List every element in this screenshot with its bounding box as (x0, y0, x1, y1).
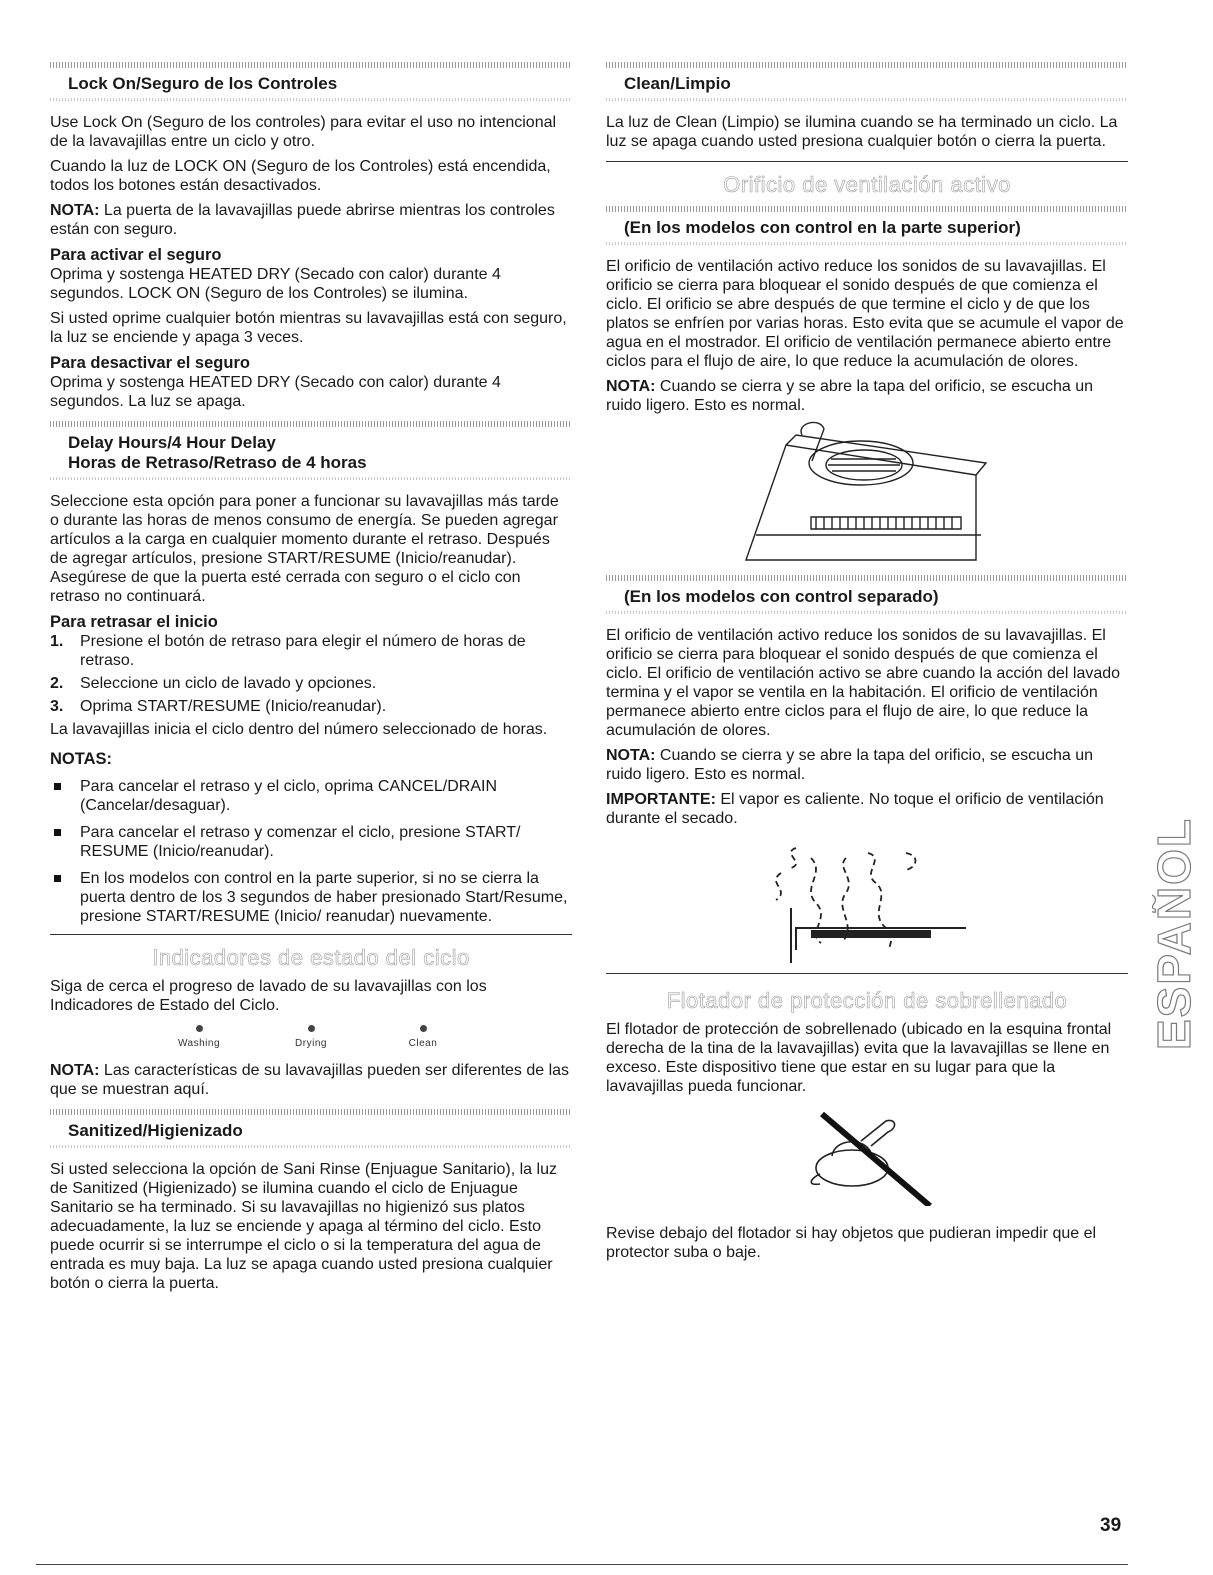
step-number: 2. (50, 675, 64, 692)
deactivate-lock-heading: Para desactivar el seguro (50, 354, 250, 372)
lock-heading: Lock On/Seguro de los Controles (68, 74, 338, 93)
section-divider (50, 477, 572, 480)
indicator-label: Drying (295, 1038, 327, 1049)
page-number: 39 (1100, 1515, 1122, 1536)
section-divider (50, 98, 572, 101)
vent-title: Orificio de ventilación activo (723, 172, 1011, 197)
side-tab-graphic (1152, 800, 1204, 1062)
note-label: NOTA: (606, 747, 656, 764)
status-indicator-drying (255, 1025, 367, 1049)
bullet-text: En los modelos con control en la parte superior, si no se cierra la puerta dentro de los 3 segundos de haber presionado Start/Resume, presione START/RESUME (Inicio/ reanudar) nuevamente. (80, 870, 568, 925)
bullet-icon (54, 829, 61, 836)
note-label: NOTA: (50, 202, 100, 219)
indicator-light-icon (196, 1025, 203, 1032)
right-column (606, 62, 1128, 1262)
section-rule (50, 934, 572, 935)
delay-paragraph: Seleccione esta opción para poner a funcionar su lavavajillas más tarde o durante las horas de menos consumo de energía. Se pueden agregar artículos a la carga en cualquier momento durante el retraso. Después de agregar artículos, presione START/RESUME (Inicio/reanudar). Asegúrese de que la puerta esté cerrada con seguro o el ciclo con retraso no continuará. (50, 493, 559, 605)
step-text: Seleccione un ciclo de lavado y opciones. (80, 675, 377, 692)
clean-heading: Clean/Limpio (624, 74, 731, 93)
list-item (50, 632, 572, 670)
notes-label: NOTAS: (50, 750, 113, 768)
vent-important (606, 790, 1128, 828)
list-item (50, 777, 572, 815)
important-label: IMPORTANTE: (606, 791, 716, 808)
list-item (50, 823, 572, 861)
status-indicators (50, 1025, 572, 1049)
clean-paragraph: La luz de Clean (Limpio) se ilumina cuando se ha terminado un ciclo. La luz se apaga cuando usted presiona cualquier botón o cierra la puerta. (606, 114, 1118, 150)
step-text: Presione el botón de retraso para elegir el número de horas de retraso. (80, 633, 526, 669)
note-text: Cuando se cierra y se abre la tapa del orificio, se escucha un ruido ligero. Esto es normal. (606, 378, 1094, 414)
activate-lock-paragraph: Si usted oprime cualquier botón mientras su lavavajillas está con seguro, la luz se enciende y apaga 3 veces. (50, 310, 567, 346)
vent-slot (811, 930, 931, 938)
indicator-label: Washing (177, 1038, 221, 1049)
section-divider (50, 1145, 572, 1148)
note-text: Las características de su lavavajillas pueden ser diferentes de las que se muestran aquí. (50, 1062, 570, 1098)
lock-paragraph: Cuando la luz de LOCK ON (Seguro de los Controles) está encendida, todos los botones están desactivados. (50, 158, 551, 194)
status-title: Indicadores de estado del ciclo (152, 945, 470, 970)
list-item (50, 869, 572, 926)
vent-top-paragraph: El orificio de ventilación activo reduce los sonidos de su lavavajillas. El orificio se cierra para bloquear el sonido después de que comienza el ciclo. El orificio se abre después de que termine el ciclo y de que los platos se enfríen por varias horas. Esto evita que se acumule el vapor de agua en el mostrador. El orificio de ventilación permanece abierto entre ciclos para el flujo de aire, lo que reduce la acumulación de olores. (606, 258, 1124, 370)
vent-top-heading: (En los modelos con control en la parte superior) (624, 218, 1021, 237)
vent-top-illustration (606, 415, 1128, 565)
section-divider (606, 242, 1128, 245)
section-rule (606, 973, 1128, 974)
indicator-light-icon (308, 1025, 315, 1032)
delay-paragraph: La lavavajillas inicia el ciclo dentro del número seleccionado de horas. (50, 721, 548, 738)
bullet-text: Para cancelar el retraso y comenzar el ciclo, presione START/ RESUME (Inicio/reanudar). (80, 824, 521, 860)
delay-start-heading: Para retrasar el inicio (50, 613, 218, 631)
vent-separate-heading: (En los modelos con control separado) (624, 587, 939, 606)
sanitized-heading: Sanitized/Higienizado (68, 1121, 243, 1140)
status-paragraph: Siga de cerca el progreso de lavado de su lavavajillas con los Indicadores de Estado del Ciclo. (50, 978, 487, 1014)
indicator-label: Clean (408, 1038, 438, 1049)
section-rule (606, 161, 1128, 162)
left-column (50, 62, 572, 1293)
steam-vent-illustration (606, 828, 1128, 963)
delay-notes (50, 777, 572, 926)
delay-heading-en: Delay Hours/4 Hour Delay (68, 433, 276, 452)
vent-top-note (606, 377, 1128, 415)
status-indicator-clean (367, 1025, 479, 1049)
note-text: Cuando se cierra y se abre la tapa del orificio, se escucha un ruido ligero. Esto es normal. (606, 747, 1094, 783)
float-check-paragraph: Revise debajo del flotador si hay objetos que pudieran impedir que el protector suba o baje. (606, 1225, 1097, 1261)
language-side-tab (1152, 800, 1204, 1062)
float-paragraph: El flotador de protección de sobrellenado (ubicado en la esquina frontal derecha de la tina de la lavavajillas) evita que la lavavajillas se llene en exceso. Este dispositivo tiene que estar en su lugar para que la lavavajillas pueda funcionar. (606, 1021, 1112, 1095)
status-indicator-washing (143, 1025, 255, 1049)
note-label: NOTA: (50, 1062, 100, 1079)
deactivate-lock-paragraph: Oprima y sostenga HEATED DRY (Secado con calor) durante 4 segundos. La luz se apaga. (50, 374, 501, 410)
important-text: El vapor es caliente. No toque el orificio de ventilación durante el secado. (606, 791, 1104, 827)
float-title: Flotador de protección de sobrellenado (666, 988, 1068, 1013)
vent-separate-note (606, 746, 1128, 784)
section-divider (606, 98, 1128, 101)
bullet-icon (54, 875, 61, 882)
sanitized-paragraph: Si usted selecciona la opción de Sani Rinse (Enjuague Sanitario), la luz de Sanitized (Higienizado) se ilumina cuando el ciclo de Enjuague Sanitario se ha terminado. Si su lavavajillas no higienizó sus platos adecuadamente, la luz se enciende y apaga al término del ciclo. Esto puede ocurrir si se interrumpe el ciclo o si la temperatura del agua de entrada es muy baja. La luz se apaga cuando usted presiona cualquier botón o cierra la puerta. (50, 1161, 557, 1292)
list-item (50, 674, 572, 693)
vent-separate-paragraph: El orificio de ventilación activo reduce los sonidos de su lavavajillas. El orificio se cierra para bloquear el sonido después de que comienza el ciclo. El orificio de ventilación activo se abre cuando la acción del lavado termina y el vapor se ventila en la habitación. El orificio de ventilación permanece abierto entre ciclos para el flujo de aire, lo que reduce la acumulación de olores. (606, 627, 1121, 739)
note-text: La puerta de la lavavajillas puede abrirse mientras los controles están con seguro. (50, 202, 555, 238)
bullet-text: Para cancelar el retraso y el ciclo, oprima CANCEL/DRAIN (Cancelar/desaguar). (80, 778, 498, 814)
lock-note (50, 201, 572, 239)
overfill-float-illustration (606, 1096, 1128, 1206)
step-number: 1. (50, 633, 64, 650)
step-number: 3. (50, 698, 64, 715)
activate-lock-paragraph: Oprima y sostenga HEATED DRY (Secado con calor) durante 4 segundos. LOCK ON (Seguro de los Controles) se ilumina. (50, 266, 501, 302)
bullet-icon (54, 783, 61, 790)
footer-rule (36, 1564, 1128, 1565)
indicator-light-icon (420, 1025, 427, 1032)
lock-paragraph: Use Lock On (Seguro de los controles) para evitar el uso no intencional de la lavavajillas entre un ciclo y otro. (50, 114, 557, 150)
step-text: Oprima START/RESUME (Inicio/reanudar). (80, 698, 387, 715)
list-item (50, 697, 572, 716)
side-tab-text: ESPAÑOL (1152, 817, 1200, 1050)
note-label: NOTA: (606, 378, 656, 395)
status-note (50, 1061, 572, 1099)
delay-heading-es: Horas de Retraso/Retraso de 4 horas (68, 453, 367, 472)
section-divider (606, 611, 1128, 614)
activate-lock-heading: Para activar el seguro (50, 246, 222, 264)
delay-steps (50, 632, 572, 716)
